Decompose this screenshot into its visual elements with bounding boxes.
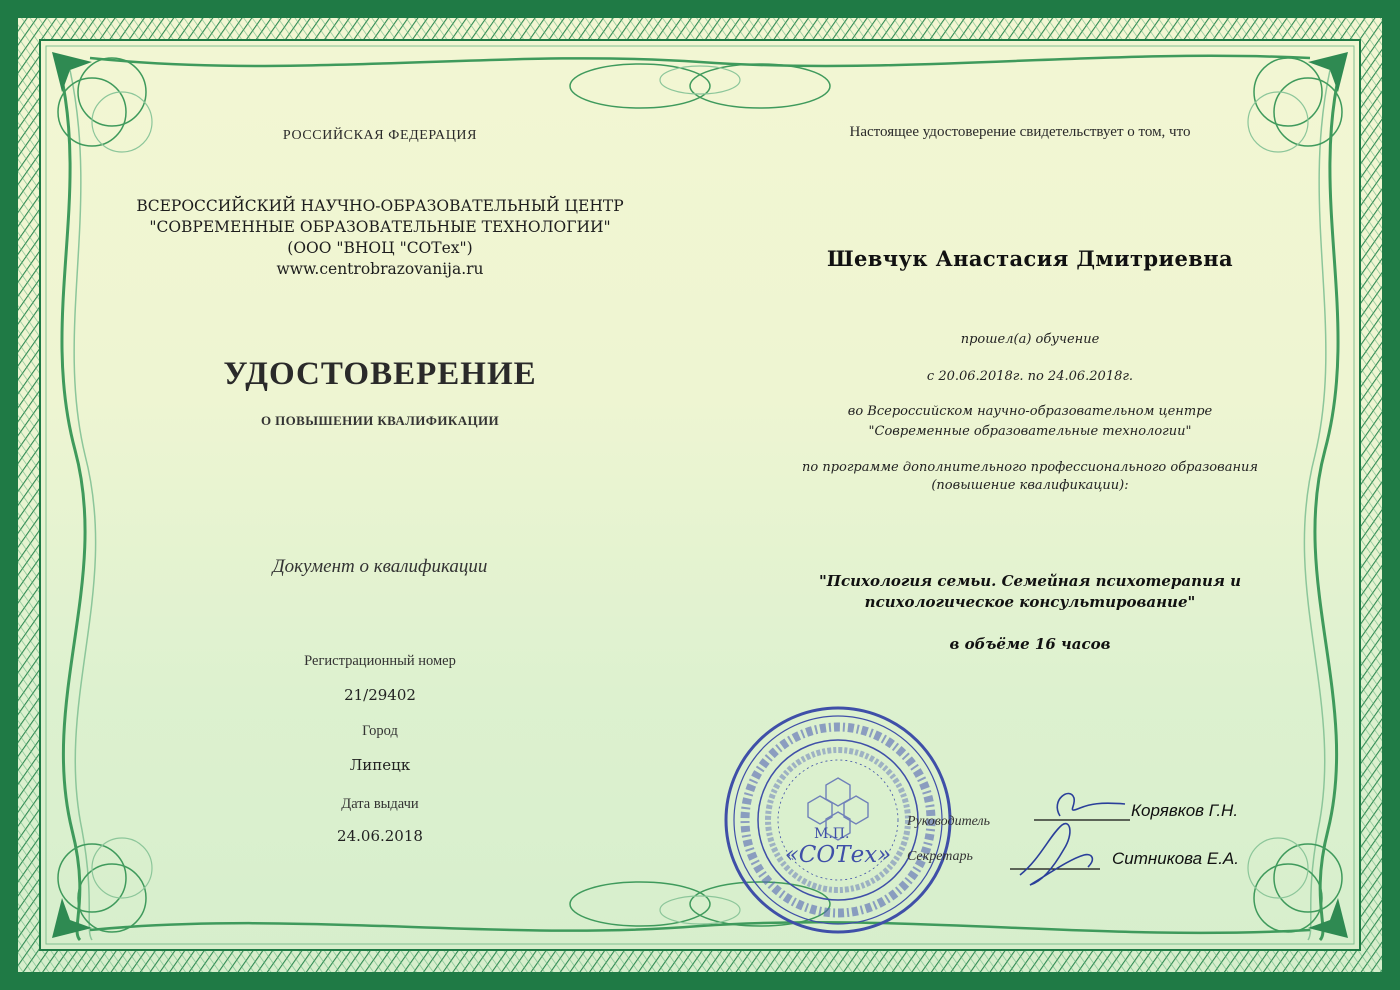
document-subtitle: О ПОВЫШЕНИИ КВАЛИФИКАЦИИ (260, 413, 500, 428)
program-line-2: (повышение квалификации): (931, 478, 1129, 493)
wave-top (90, 56, 1310, 66)
reg-number-label: Регистрационный номер (304, 653, 456, 669)
wave-right (1315, 70, 1340, 940)
center-line-2: "Современные образовательные технологии" (868, 424, 1192, 439)
program-line-1: по программе дополнительного профессионального образования (802, 460, 1258, 475)
document-kind: Документ о квалификации (272, 556, 488, 577)
svg-text:«СОТех»: «СОТех» (784, 842, 892, 868)
corner-rosette-br (1248, 838, 1348, 938)
person-name: Шевчук Анастасия Дмитриевна (826, 246, 1234, 271)
center-line-1: во Всероссийском научно-образовательном центре (847, 404, 1213, 419)
wave-left (60, 70, 85, 940)
org-website: www.centrobrazovanija.ru (276, 260, 484, 278)
intro-text: Настоящее удостоверение свидетельствует о том, что (849, 124, 1191, 140)
org-line-2: "СОВРЕМЕННЫЕ ОБРАЗОВАТЕЛЬНЫЕ ТЕХНОЛОГИИ" (149, 218, 611, 236)
fold-ornament-top (570, 64, 830, 108)
svg-text:М.П.: М.П. (814, 826, 850, 842)
org-line-3: (ООО "ВНОЦ "СОТех") (287, 239, 473, 257)
course-hours: в объёме 16 часов (949, 635, 1111, 653)
reg-number-value: 21/29402 (344, 686, 416, 704)
training-period: с 20.06.2018г. по 24.06.2018г. (926, 369, 1134, 384)
signature-name-director: Корявков Г.Н. (1131, 801, 1239, 820)
signature-name-secretary: Ситникова Е.А. (1112, 849, 1239, 868)
signature-role-director: Руководитель (907, 814, 991, 829)
course-title: "Психология семьи. Семейная психотерапия и психологическое консультирование" (818, 572, 1242, 611)
corner-rosette-bl (52, 838, 152, 938)
border-hatch (18, 18, 1382, 972)
city-value: Липецк (349, 756, 411, 774)
city-label: Город (362, 723, 398, 739)
signature-role-secretary: Секретарь (907, 849, 973, 864)
signature-secretary-line (1000, 815, 1110, 895)
document-title: УДОСТОВЕРЕНИЕ (223, 356, 537, 392)
organization-block (100, 196, 660, 280)
issue-date-value: 24.06.2018 (337, 827, 423, 845)
training-phrase: прошел(а) обучение (960, 332, 1100, 347)
country-heading: РОССИЙСКАЯ ФЕДЕРАЦИЯ (282, 128, 478, 143)
border-hatch-2 (18, 18, 1382, 972)
issue-date-label: Дата выдачи (341, 796, 419, 812)
org-line-1: ВСЕРОССИЙСКИЙ НАУЧНО-ОБРАЗОВАТЕЛЬНЫЙ ЦЕНТР (136, 197, 624, 215)
